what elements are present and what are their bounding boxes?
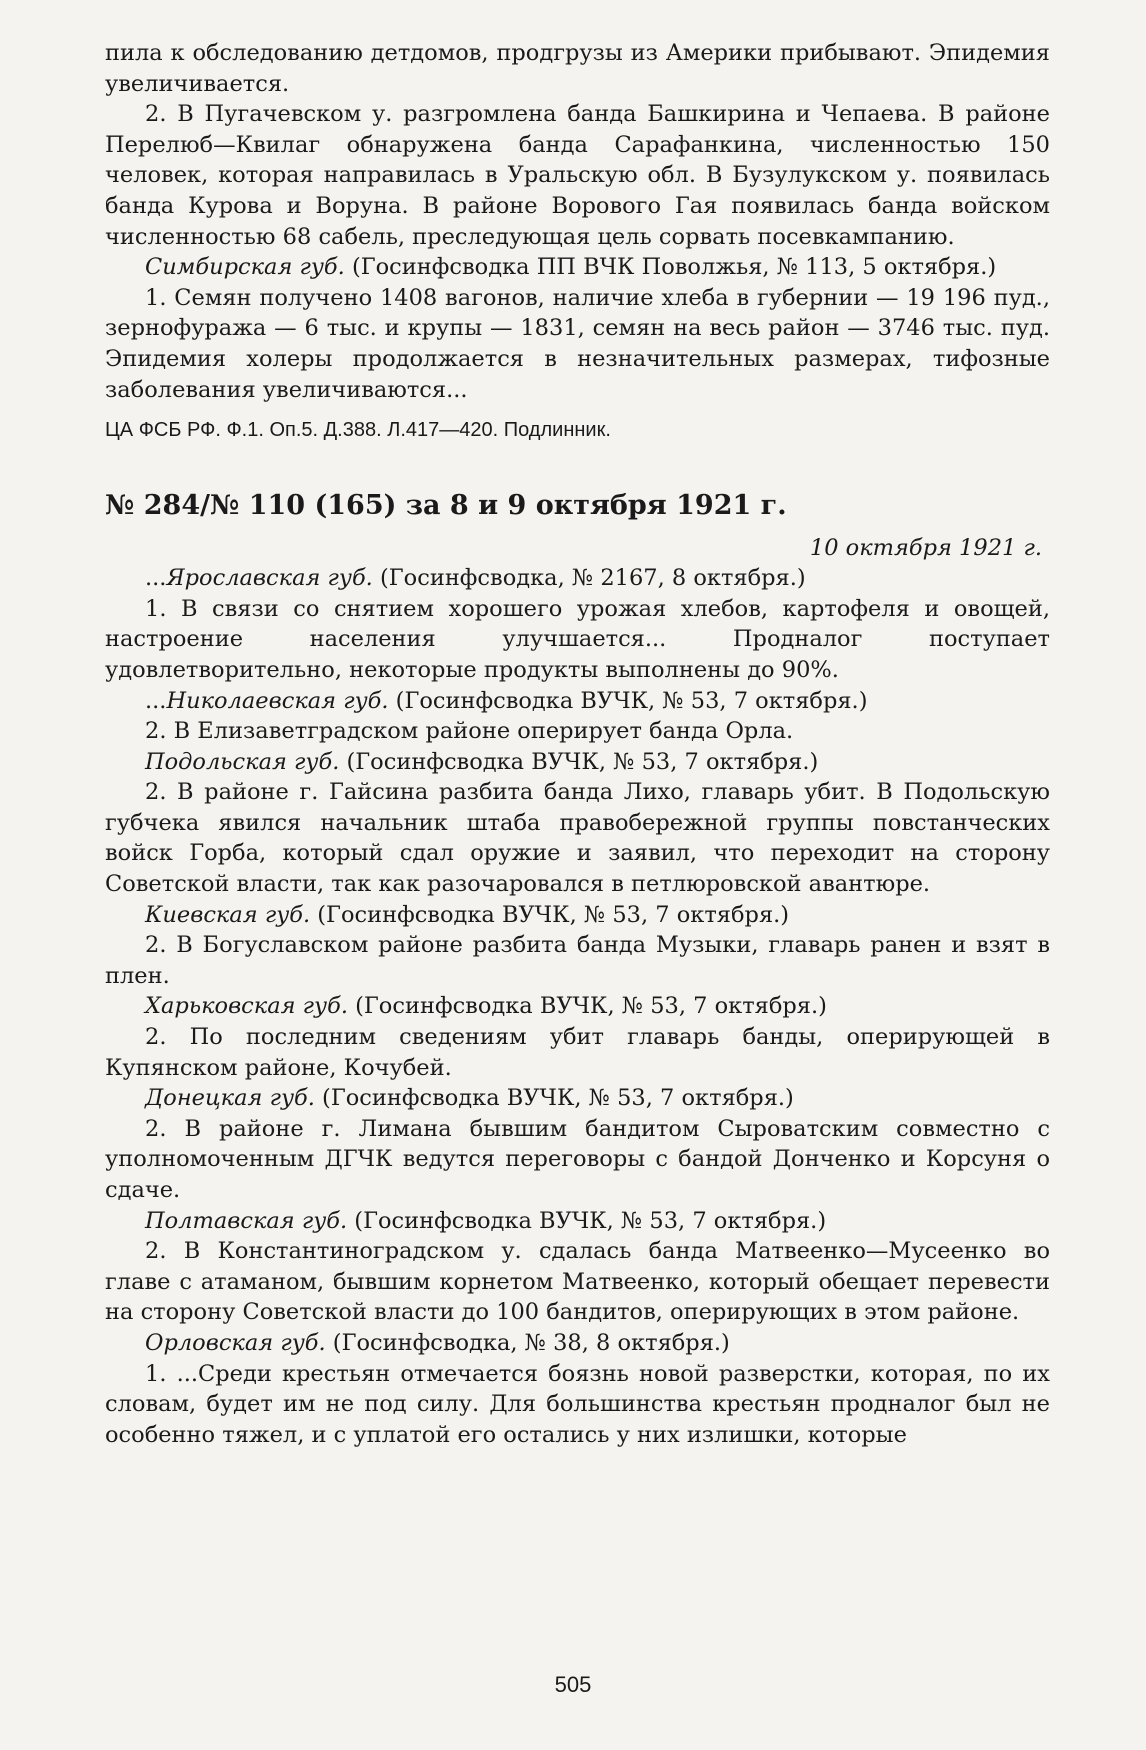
source-line <box>105 1083 1050 1114</box>
region-name: Подольская губ. <box>145 748 340 775</box>
paragraph-continuation: пила к обследованию детдомов, продгрузы из Америки прибывают. Эпидемия увеличивается. <box>105 40 1050 97</box>
region-name: Николаевская губ. <box>166 687 389 714</box>
entry-paragraph: 1. В связи со снятием хорошего урожая хлебов, картофеля и овощей, настроение населения улучшается... Продналог поступает удовлетворительно, некоторые продукты выполнены до 90%. <box>105 595 1050 683</box>
entry-paragraph: 2. В Богуславском районе разбита банда Музыки, главарь ранен и взят в плен. <box>105 932 1050 989</box>
source-line <box>105 991 1050 1022</box>
source-reference: (Госинфсводка ВУЧК, № 53, 7 октября.) <box>339 748 819 775</box>
source-line <box>105 563 1050 594</box>
source-line <box>105 900 1050 931</box>
source-line <box>105 1206 1050 1237</box>
source-line-simbirsk <box>105 252 1050 283</box>
source-line <box>105 1328 1050 1359</box>
entry-paragraph: 1. ...Среди крестьян отмечается боязнь новой разверстки, которая, по их словам, будет им не под силу. Для большинства крестьян продналог был не особенно тяжел, и с уплатой его остались у них излишки, которые <box>105 1360 1050 1448</box>
region-name: Харьковская губ. <box>145 993 348 1020</box>
archive-reference: ЦА ФСБ РФ. Ф.1. Оп.5. Д.388. Л.417—420. Подлинник. <box>105 419 611 442</box>
source-line <box>105 747 1050 778</box>
entry-paragraph: 2. В Елизаветградском районе оперирует банда Орла. <box>145 718 794 745</box>
document-entries <box>105 563 1050 1450</box>
ellipsis-prefix: ... <box>145 565 167 592</box>
entry-paragraph: 2. В Константиноградском у. сдалась банда Матвеенко—Мусеенко во главе с атаманом, бывшим корнетом Матвеенко, который обещает перевести на сторону Советской власти до 100 бандитов, оперирующих в этом районе. <box>105 1238 1050 1326</box>
entry-paragraph: 2. По последним сведениям убит главарь банды, оперирующей в Купянском районе, Кочубей. <box>105 1024 1050 1081</box>
source-reference: (Госинфсводка ПП ВЧК Поволжья, № 113, 5 октября.) <box>344 254 997 281</box>
source-reference: (Госинфсводка ВУЧК, № 53, 7 октября.) <box>347 1207 827 1234</box>
source-reference: (Госинфсводка ВУЧК, № 53, 7 октября.) <box>310 901 790 928</box>
source-reference: (Госинфсводка, № 38, 8 октября.) <box>325 1329 730 1356</box>
source-reference: (Госинфсводка ВУЧК, № 53, 7 октября.) <box>388 687 868 714</box>
region-name: Донецкая губ. <box>145 1085 315 1112</box>
ellipsis-prefix: ... <box>145 687 167 714</box>
source-line <box>105 686 1050 717</box>
region-name: Полтавская губ. <box>145 1207 348 1234</box>
document-heading: № 284/№ 110 (165) за 8 и 9 октября 1921 г. <box>105 490 787 522</box>
paragraph-pugachev: 2. В Пугачевском у. разгромлена банда Башкирина и Чепаева. В районе Перелюб—Квилаг обнаружена банда Сарафанкина, численностью 150 человек, которая направилась в Уральскую обл. В Бузулукском у. появилась банда Курова и Воруна. В районе Ворового Гая появилась банда войском численностью 68 сабель, преследующая цель сорвать посевкампанию. <box>105 101 1050 250</box>
source-reference: (Госинфсводка ВУЧК, № 53, 7 октября.) <box>347 993 827 1020</box>
region-name: Орловская губ. <box>145 1329 326 1356</box>
region-name: Киевская губ. <box>145 901 311 928</box>
source-reference: (Госинфсводка, № 2167, 8 октября.) <box>372 565 806 592</box>
entry-paragraph: 2. В районе г. Лимана бывшим бандитом Сыроватским совместно с уполномоченным ДГЧК ведутся переговоры с бандой Донченко и Корсуня о сдаче. <box>105 1115 1050 1203</box>
region-name: Ярославская губ. <box>166 565 373 592</box>
document-date: 10 октября 1921 г. <box>809 535 1042 562</box>
paragraph-simbirsk: 1. Семян получено 1408 вагонов, наличие хлеба в губернии — 19 196 пуд., зернофуража — 6 тыс. и крупы — 1831, семян на весь район — 3746 тыс. пуд. Эпидемия холеры продолжается в незначительных размерах, тифозные заболевания увеличиваются... <box>105 284 1050 403</box>
entry-paragraph: 2. В районе г. Гайсина разбита банда Лихо, главарь убит. В Подольскую губчека явился начальник штаба правобережной группы повстанческих войск Горба, который сдал оружие и заявил, что переходит на сторону Советской власти, так как разочаровался в петлюровской авантюре. <box>105 779 1050 898</box>
source-reference: (Госинфсводка ВУЧК, № 53, 7 октября.) <box>314 1085 794 1112</box>
page-number: 505 <box>554 1672 592 1697</box>
page-body <box>105 38 1050 1450</box>
region-name: Симбирская губ. <box>145 254 345 281</box>
